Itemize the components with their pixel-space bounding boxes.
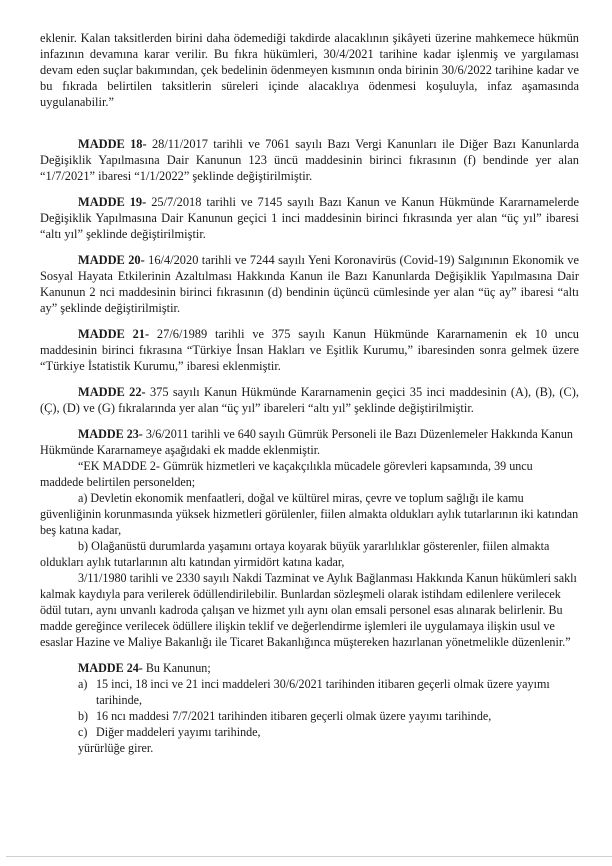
madde-18: [40, 136, 579, 184]
madde-23-label: MADDE 23-: [78, 427, 143, 441]
madde-22-label: MADDE 22-: [78, 385, 146, 399]
madde-18-label: MADDE 18-: [78, 137, 147, 151]
list-item-text: Diğer maddeleri yayımı tarihinde,: [96, 725, 261, 739]
list-item-mark: a): [78, 677, 88, 691]
list-item: [78, 708, 579, 724]
madde-18-text: 28/11/2017 tarihli ve 7061 sayılı Bazı Vergi Kanunları ile Diğer Bazı Kanunlarda Değişiklik Yapılmasına Dair Kanunun 123 üncü maddesinin birinci fıkrasının (f) bendinde yer alan “1/7/2021” ibaresi “1/1/2022” şeklinde değiştirilmiştir.: [40, 137, 580, 183]
madde-21-text: 27/6/1989 tarihli ve 375 sayılı Kanun Hükmünde Kararnamenin ek 10 uncu maddesinin birinci fıkrasına “Türkiye İnsan Hakları ve Eşitlik Kurumu,” ibaresinden sonra gelmek üzere “Türkiye İstatistik Kurumu,” ibaresi eklenmiştir.: [40, 327, 579, 373]
madde-20-label: MADDE 20-: [78, 253, 145, 267]
madde-21-label: MADDE 21-: [78, 327, 150, 341]
madde-22: [40, 384, 579, 416]
madde-23-block: [40, 426, 579, 650]
ek-madde-head: “EK MADDE 2- Gümrük hizmetleri ve kaçakçılıkla mücadele görevleri kapsamında, 39 uncu maddede belirtilen personelden;: [40, 459, 533, 489]
madde-22-text: 375 sayılı Kanun Hükmünde Kararnamenin geçici 35 inci maddesinin (A), (B), (C), (Ç), (D) ve (G) fıkralarında yer alan “üç yıl” ibareleri “altı yıl” şeklinde değiştirilmiştir.: [40, 385, 580, 415]
ek-madde-item-b: b) Olağanüstü durumlarda yaşamını ortaya koyarak büyük yararlılıklar gösterenler, fiilen almakta oldukları aylık tutarlarının altı katından yirmidört katına kadar,: [40, 539, 550, 569]
madde-24-label: MADDE 24-: [78, 661, 143, 675]
list-item-mark: c): [78, 725, 88, 739]
list-item-text: 16 ncı maddesi 7/7/2021 tarihinden itibaren geçerli olmak üzere yayımı tarihinde,: [96, 709, 492, 723]
page-edge-divider: [6, 856, 612, 857]
madde-24-block: [40, 660, 579, 756]
list-item: [78, 676, 579, 708]
list-item-mark: b): [78, 709, 89, 723]
intro-paragraph: eklenir. Kalan taksitlerden birini daha ödemediği takdirde alacaklının şikâyeti üzerine mahkemece hükmün infazının devamına karar verilir. Bu fıkra hükümleri, 30/4/2021 tarihine kadar işlenmiş ve yargılaması devam eden suçlar bakımından, çek bedelinin ödenmeyen kısmının onda birinin 30/6/2022 tarihine kadar ve bu fıkrada belirtilen taksitlerin süreleri içinde alacaklıya ödenmesi koşuluyla, infaz aşamasında uygulanabilir.”: [40, 31, 579, 109]
ek-madde-closing: 3/11/1980 tarihli ve 2330 sayılı Nakdi Tazminat ve Aylık Bağlanması Hakkında Kanun hükümleri saklı kalmak kaydıyla para verilerek ödüllendirilebilir. Bunlardan sözleşmeli olarak istihdam edilenlere verilecek ödül tutarı, aynı unvanlı kadroda çalışan ve hizmet yılı aynı olan emsali personel esas alınarak belirlenir. Bu madde gereğince verilecek ödüllere ilişkin teklif ve değerlendirme işlemleri ile uygulamaya ilişkin usul ve esaslar Hazine ve Maliye Bakanlığı ile Ticaret Bakanlığınca müştereken hazırlanan yönetmelikle düzenlenir.”: [40, 571, 577, 649]
madde-21: [40, 326, 579, 374]
madde-24-final: yürürlüğe girer.: [78, 741, 154, 755]
document-page: [40, 30, 579, 756]
madde-24-list: [78, 676, 579, 740]
madde-24-text: Bu Kanunun;: [142, 661, 211, 675]
madde-20: [40, 252, 579, 316]
ek-madde-item-a: a) Devletin ekonomik menfaatleri, doğal ve kültürel miras, çevre ve toplum sağlığı ile kamu güvenliğinin korunmasında yüksek hizmetleri görülenler, fiilen almakta oldukları aylık tutarlarının iki katından beş katına kadar,: [40, 491, 579, 537]
madde-23-text: 3/6/2011 tarihli ve 640 sayılı Gümrük Personeli ile Bazı Düzenlemeler Hakkında Kanun Hükmünde Kararnameye aşağıdaki ek madde eklenmiştir.: [40, 427, 573, 457]
list-item: [78, 724, 579, 740]
list-item-text: 15 inci, 18 inci ve 21 inci maddeleri 30/6/2021 tarihinden itibaren geçerli olmak üzere yayımı tarihinde,: [96, 677, 550, 707]
madde-23: [40, 426, 579, 458]
madde-20-text: 16/4/2020 tarihli ve 7244 sayılı Yeni Koronavirüs (Covid-19) Salgınının Ekonomik ve Sosyal Hayata Etkilerinin Azaltılması Hakkında Kanun ile Bazı Kanunlarda Değişiklik Yapılmasına Dair Kanunun 2 nci maddesinin birinci fıkrasının (d) bendinin üçüncü cümlesinde yer alan “üç ay” ibaresi “altı ay” şeklinde değiştirilmiştir.: [40, 253, 580, 315]
madde-19-text: 25/7/2018 tarihli ve 7145 sayılı Bazı Kanun ve Kanun Hükmünde Kararnamelerde Değişiklik Yapılmasına Dair Kanunun geçici 1 inci maddesinin birinci fıkrasında yer alan “üç yıl” ibaresi “altı yıl” şeklinde değiştirilmiştir.: [40, 195, 579, 241]
madde-19-label: MADDE 19-: [78, 195, 147, 209]
madde-24: [40, 660, 579, 676]
madde-19: [40, 194, 579, 242]
